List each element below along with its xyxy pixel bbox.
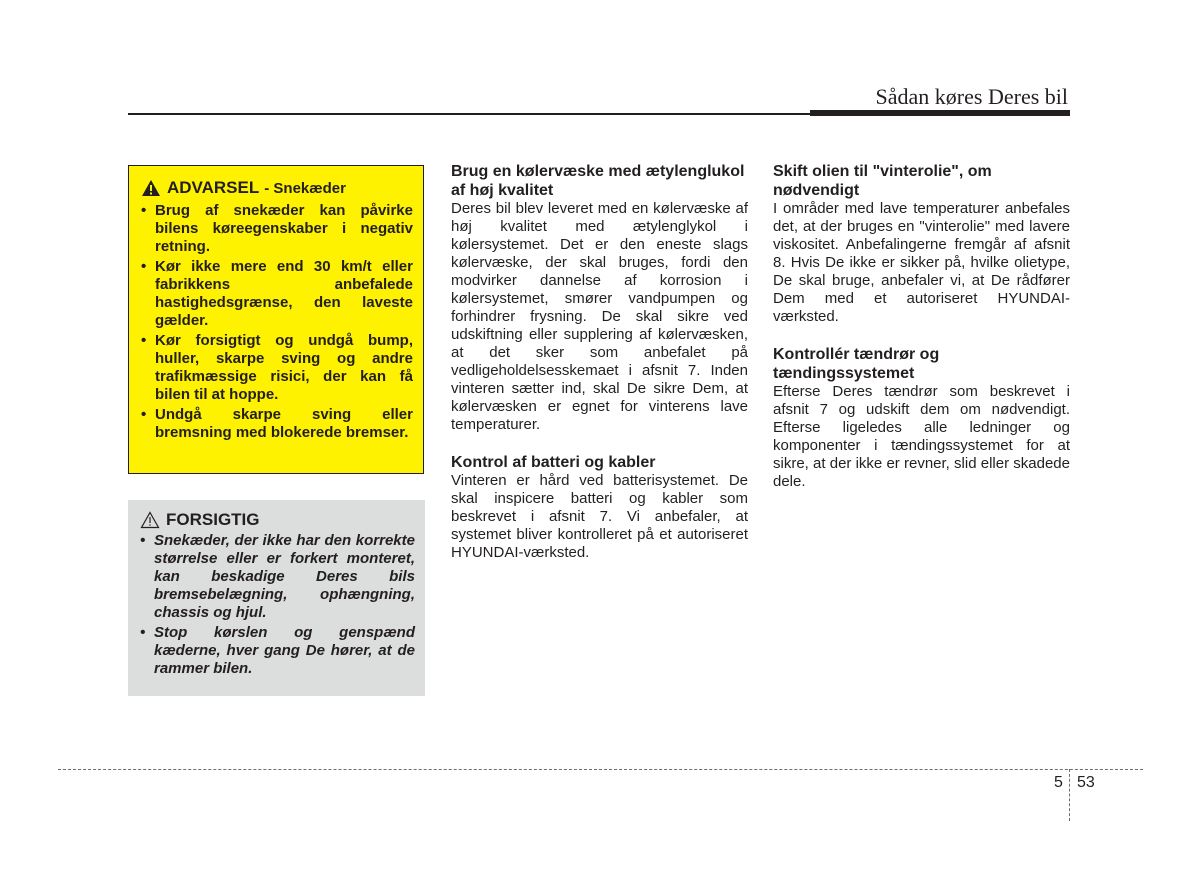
warning-item: • Kør forsigtigt og undgå bump, huller, skarpe sving og andre trafikmæssige risici, der kan få bilen til at hoppe. bbox=[141, 332, 413, 404]
footer-divider bbox=[58, 769, 1143, 770]
warning-list bbox=[141, 202, 413, 442]
coolant-body: Deres bil blev leveret med en kølervæske af høj kvalitet med ætylenglykol i kølersystemet. Det er den eneste slags kølervæske, der skal bruges, fordi den modvirker dannelse af korrosion i kølersystemet, smører vandpumpen og forhindrer frysning. De skal sikre ved udskiftning eller supplering af kølervæsken, at det sker som anbefalet på vedligeholdelsesskemaet i afsnit 7. Inden vinteren sætter ind, skal De sikre Dem, at kølervæsken er egnet for vinterens lave temperaturer. bbox=[451, 200, 748, 433]
page-header-title: Sådan køres Deres bil bbox=[875, 84, 1068, 109]
warning-box bbox=[128, 165, 424, 474]
battery-heading: Kontrol af batteri og kabler bbox=[451, 454, 656, 471]
middle-column bbox=[451, 162, 748, 581]
oil-body: I områder med lave temperaturer anbefales det, at der bruges en "vinterolie" med lavere viskositet. Anbefalingerne fremgår af afsnit 8. Hvis De ikke er sikker på, hvilke olietype, De skal bruge, anbefaler vi, at De rådfører Dem med et autoriseret HYUNDAI-værksted. bbox=[773, 200, 1070, 325]
warning-subtitle: - Snekæder bbox=[264, 179, 346, 197]
footer-page-separator bbox=[1069, 769, 1070, 821]
header-rule-accent bbox=[810, 110, 1070, 116]
caution-label: FORSIGTIG bbox=[166, 510, 260, 529]
ignition-heading: Kontrollér tændrør og tændingssystemet bbox=[773, 346, 940, 382]
battery-body: Vinteren er hård ved batterisystemet. De skal inspicere batteri og kabler som beskrevet i afsnit 7. Vi anbefaler, at systemet bliver kontrolleret på et autoriseret HYUNDAI-værksted. bbox=[451, 472, 748, 561]
warning-item: • Kør ikke mere end 30 km/t eller fabrikkens anbefalede hastighedsgrænse, den laveste gælder. bbox=[141, 258, 413, 330]
warning-heading bbox=[141, 178, 413, 198]
caution-item: • Snekæder, der ikke har den korrekte størrelse eller er forkert monteret, kan beskadige Deres bils bremsebelægning, ophængning, chassis og hjul. bbox=[140, 532, 415, 622]
coolant-heading: Brug en kølervæske med ætylenglukol af høj kvalitet bbox=[451, 163, 745, 199]
caution-box bbox=[128, 500, 425, 696]
page-number: 53 bbox=[1077, 774, 1095, 791]
warning-item: • Brug af snekæder kan påvirke bilens køreegenskaber i negativ retning. bbox=[141, 202, 413, 256]
caution-triangle-icon bbox=[140, 511, 160, 529]
warning-triangle-icon bbox=[141, 179, 161, 197]
caution-list bbox=[140, 532, 415, 678]
warning-item: • Undgå skarpe sving eller bremsning med blokerede bremser. bbox=[141, 406, 413, 442]
header-rule bbox=[128, 113, 810, 115]
caution-heading bbox=[140, 510, 415, 530]
chapter-number: 5 bbox=[1054, 774, 1063, 791]
oil-heading: Skift olien til "vinterolie", om nødvendigt bbox=[773, 163, 992, 199]
right-column bbox=[773, 162, 1070, 510]
caution-item: • Stop kørslen og genspænd kæderne, hver gang De hører, at de rammer bilen. bbox=[140, 624, 415, 678]
ignition-body: Efterse Deres tændrør som beskrevet i afsnit 7 og udskift dem om nødvendigt. Efterse ligeledes alle ledninger og komponenter i tændingssystemet for at sikre, at der ikke er revner, slid eller skadede dele. bbox=[773, 383, 1070, 490]
warning-label: ADVARSEL bbox=[167, 178, 260, 197]
